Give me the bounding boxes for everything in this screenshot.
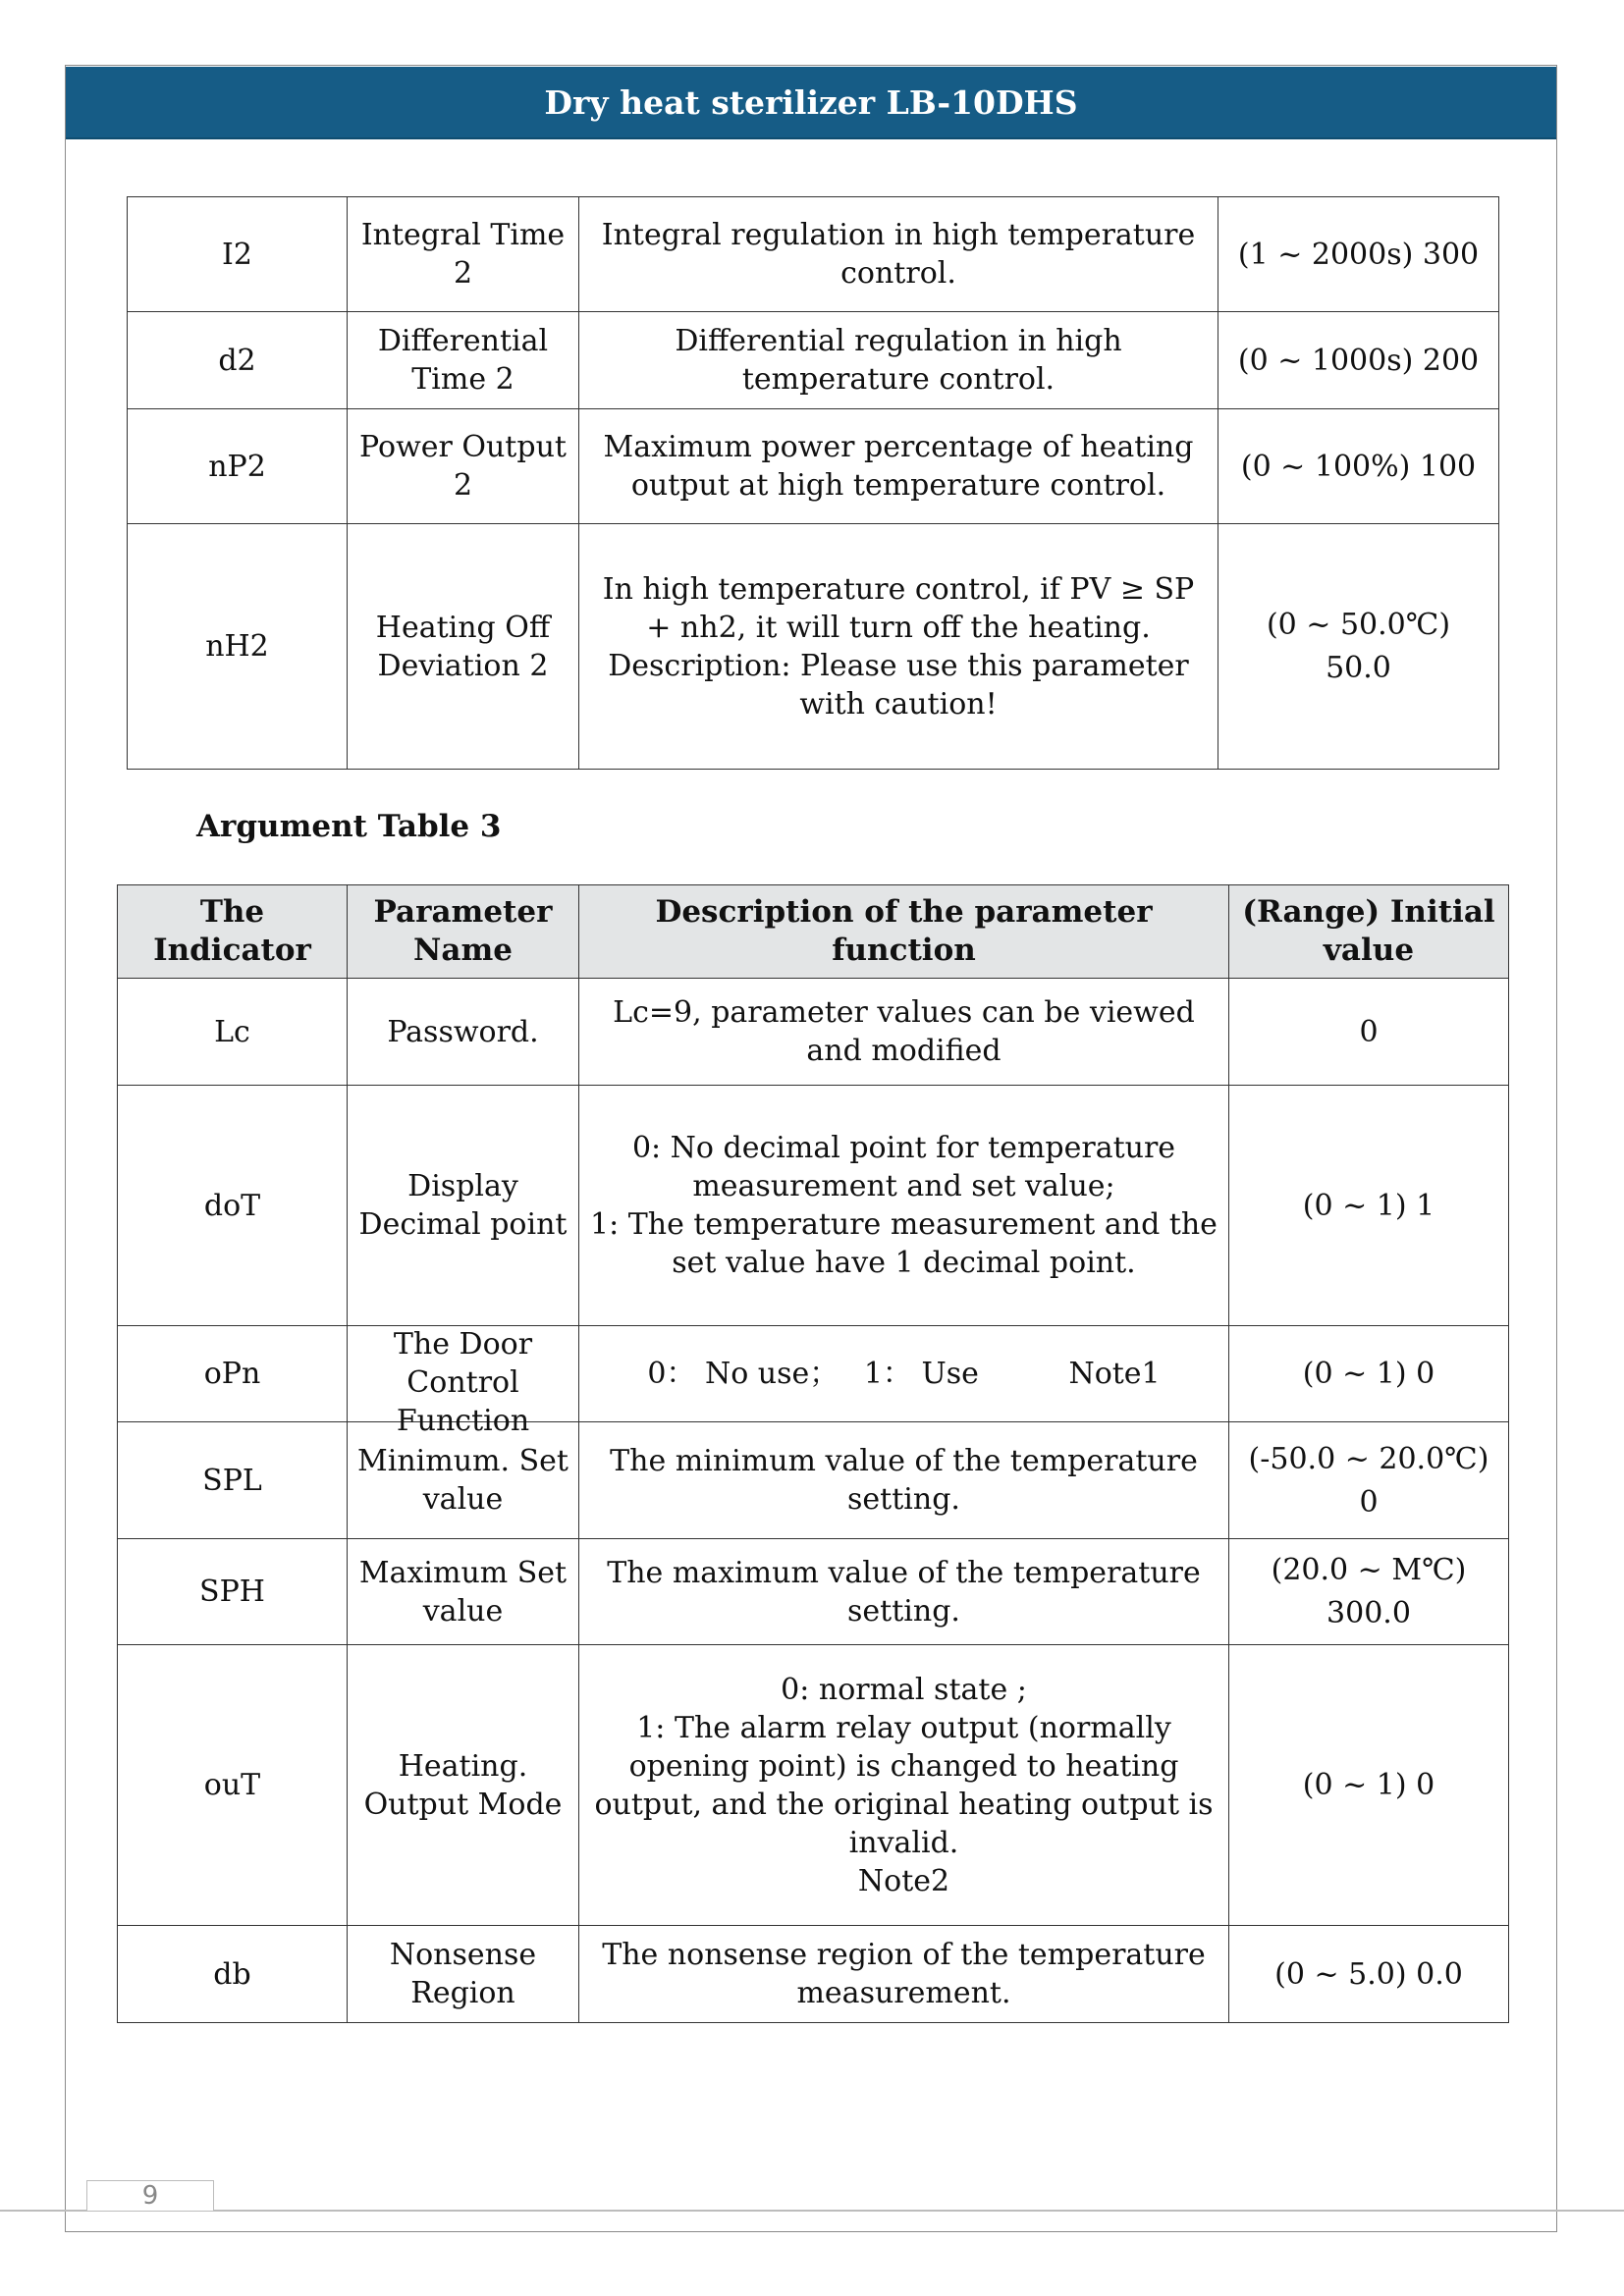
parameter-name-cell: Integral Time 2 <box>348 197 579 312</box>
table-header-row <box>118 885 1509 979</box>
value-cell: (0 ~ 100%) 100 <box>1218 409 1499 524</box>
parameter-name-cell: Heating Off Deviation 2 <box>348 524 579 770</box>
parameter-name-cell: Password. <box>348 979 579 1086</box>
table-row <box>118 1926 1509 2023</box>
description-cell: The maximum value of the temperature setting. <box>579 1539 1229 1645</box>
column-header-parameter-name: Parameter Name <box>348 885 579 979</box>
indicator-cell: Lc <box>118 979 348 1086</box>
note-reference: Note1 <box>1068 1357 1161 1391</box>
table-row <box>118 1539 1509 1645</box>
value-cell: (0 ~ 1) 1 <box>1229 1086 1509 1326</box>
value-cell: (0 ~ 1) 0 <box>1229 1645 1509 1926</box>
column-header-range-initial: (Range) Initial value <box>1229 885 1509 979</box>
description-cell <box>579 1086 1229 1326</box>
document-header <box>66 67 1556 137</box>
value-initial: 50.0 <box>1326 651 1391 685</box>
indicator-cell: ouT <box>118 1645 348 1926</box>
argument-table-3 <box>117 884 1509 2023</box>
table-row <box>128 409 1499 524</box>
table-row <box>118 1326 1509 1422</box>
parameter-name-cell: Nonsense Region <box>348 1926 579 2023</box>
table-row <box>118 979 1509 1086</box>
value-cell <box>1229 1422 1509 1539</box>
description-line: 1: The alarm relay output (normally opening point) is changed to heating output, and the original heating output is invalid. <box>594 1710 1214 1860</box>
value-cell: (0 ~ 5.0) 0.0 <box>1229 1926 1509 2023</box>
description-cell: Differential regulation in high temperature control. <box>579 312 1218 409</box>
parameter-name-text: The Door Control Function <box>393 1327 533 1438</box>
description-line: 1: The temperature measurement and the set value have 1 decimal point. <box>590 1207 1218 1280</box>
description-line: 0: No decimal point for temperature measurement and set value; <box>631 1131 1176 1203</box>
description-cell: The nonsense region of the temperature measurement. <box>579 1926 1229 2023</box>
description-cell: Lc=9, parameter values can be viewed and modified <box>579 979 1229 1086</box>
value-range: (0 ~ 50.0℃) <box>1266 608 1451 642</box>
table-row <box>118 1086 1509 1326</box>
parameter-name-cell: Differential Time 2 <box>348 312 579 409</box>
table-row <box>128 312 1499 409</box>
parameter-table-2-continued <box>127 196 1499 770</box>
note-reference: Note2 <box>857 1863 950 1898</box>
value-cell: 0 <box>1229 979 1509 1086</box>
indicator-cell: nH2 <box>128 524 348 770</box>
parameter-name-cell <box>348 1326 579 1438</box>
table-caption: Argument Table 3 <box>196 809 502 844</box>
column-header-indicator: The Indicator <box>118 885 348 979</box>
description-cell <box>579 1645 1229 1926</box>
parameter-name-cell: Power Output 2 <box>348 409 579 524</box>
parameter-name-cell: Display Decimal point <box>348 1086 579 1326</box>
indicator-cell: oPn <box>118 1326 348 1422</box>
description-cell: Integral regulation in high temperature control. <box>579 197 1218 312</box>
header-divider <box>66 137 1556 139</box>
page-number: 9 <box>86 2180 214 2211</box>
indicator-cell: nP2 <box>128 409 348 524</box>
table-row <box>128 197 1499 312</box>
value-cell: (1 ~ 2000s) 300 <box>1218 197 1499 312</box>
document-title: Dry heat sterilizer LB-10DHS <box>544 82 1078 122</box>
indicator-cell: SPL <box>118 1422 348 1539</box>
table-row <box>118 1645 1509 1926</box>
table-row <box>118 1422 1509 1539</box>
option-use: 1： Use <box>863 1357 979 1391</box>
description-cell: In high temperature control, if PV ≥ SP + nh2, it will turn off the heating. Description: Please use this parameter with caution! <box>579 524 1218 770</box>
indicator-cell: doT <box>118 1086 348 1326</box>
column-header-description: Description of the parameter function <box>579 885 1229 979</box>
value-cell: (0 ~ 1000s) 200 <box>1218 312 1499 409</box>
value-initial: 0 <box>1359 1484 1379 1520</box>
parameter-name-cell: Heating. Output Mode <box>348 1645 579 1926</box>
indicator-cell: d2 <box>128 312 348 409</box>
value-cell <box>1218 524 1499 770</box>
parameter-name-cell: Maximum Set value <box>348 1539 579 1645</box>
parameter-name-cell: Minimum. Set value <box>348 1422 579 1539</box>
description-cell <box>579 1326 1229 1422</box>
description-line: 0: normal state ; <box>781 1672 1027 1707</box>
option-no-use: 0： No use； <box>647 1357 839 1391</box>
indicator-cell: I2 <box>128 197 348 312</box>
value-cell <box>1229 1539 1509 1645</box>
indicator-cell: SPH <box>118 1539 348 1645</box>
description-cell: The minimum value of the temperature setting. <box>579 1422 1229 1539</box>
value-cell: (0 ~ 1) 0 <box>1229 1326 1509 1422</box>
description-cell: Maximum power percentage of heating output at high temperature control. <box>579 409 1218 524</box>
value-range: (20.0 ~ M℃) <box>1271 1553 1467 1587</box>
table-row <box>128 524 1499 770</box>
indicator-cell: db <box>118 1926 348 2023</box>
value-range: (-50.0 ~ 20.0℃) <box>1248 1441 1489 1476</box>
value-initial: 300.0 <box>1326 1596 1411 1630</box>
footer-divider <box>0 2210 1624 2212</box>
